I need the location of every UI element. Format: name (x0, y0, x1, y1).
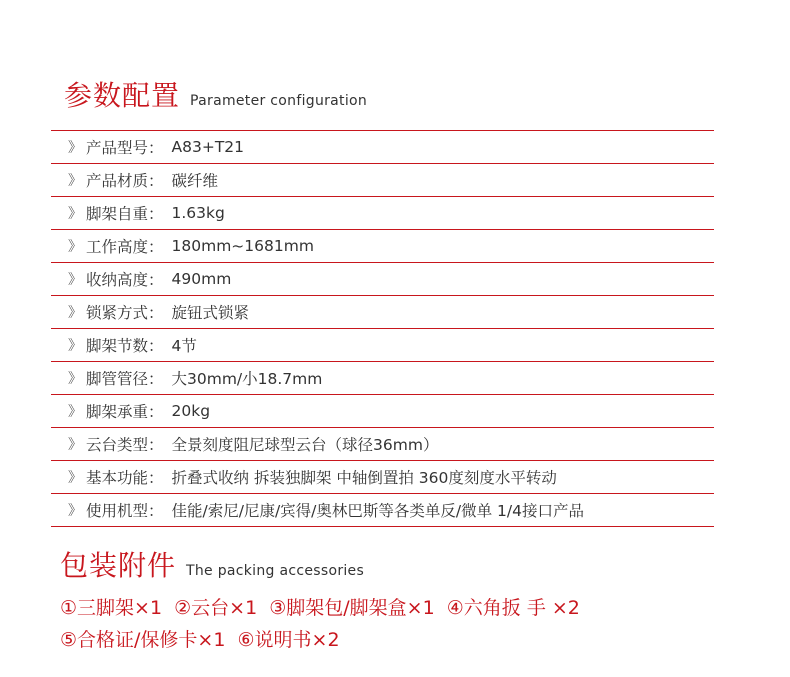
param-value: 大30mm/小18.7mm (171, 370, 323, 388)
param-value: 全景刻度阻尼球型云台（球径36mm） (171, 436, 439, 454)
row-marker: 》 (68, 239, 82, 255)
param-label: 脚架承重： (86, 403, 164, 421)
param-value: 4节 (171, 337, 197, 355)
param-row (51, 131, 714, 164)
accessories-list (60, 592, 760, 656)
parameter-table (51, 130, 714, 527)
param-value: 1.63kg (171, 204, 225, 222)
param-label: 脚管管径： (86, 370, 164, 388)
param-row (51, 164, 714, 197)
accessories-section-header (60, 544, 364, 584)
param-row (51, 461, 714, 494)
row-marker: 》 (68, 338, 82, 354)
row-marker: 》 (68, 470, 82, 486)
row-marker: 》 (68, 206, 82, 222)
param-row (51, 395, 714, 428)
param-value: 折叠式收纳 拆装独脚架 中轴倒置拍 360度刻度水平转动 (171, 469, 557, 487)
row-marker: 》 (68, 173, 82, 189)
param-row (51, 197, 714, 230)
param-label: 锁紧方式： (86, 304, 164, 322)
row-marker: 》 (68, 437, 82, 453)
param-row (51, 296, 714, 329)
param-label: 基本功能： (86, 469, 164, 487)
accessories-section-subtitle: The packing accessories (186, 563, 365, 579)
param-label: 产品材质： (86, 172, 164, 190)
param-value: A83+T21 (171, 138, 245, 156)
row-marker: 》 (68, 371, 82, 387)
param-label: 产品型号： (86, 139, 164, 157)
param-value: 碳纤维 (171, 172, 219, 190)
params-section-header (64, 74, 367, 114)
param-row (51, 329, 714, 362)
param-label: 脚架节数： (86, 337, 164, 355)
params-section-title: 参数配置 (64, 79, 181, 112)
param-label: 收纳高度： (86, 271, 164, 289)
row-marker: 》 (68, 404, 82, 420)
row-marker: 》 (68, 140, 82, 156)
row-marker: 》 (68, 305, 82, 321)
param-row (51, 362, 714, 395)
param-value: 旋钮式锁紧 (171, 304, 250, 322)
param-row (51, 263, 714, 296)
param-row (51, 230, 714, 263)
param-value: 490mm (171, 270, 232, 288)
param-value: 20kg (171, 402, 211, 420)
accessories-line: ⑤合格证/保修卡×1 ⑥说明书×2 (60, 629, 340, 651)
param-value: 180mm~1681mm (171, 237, 314, 255)
accessories-section-title: 包装附件 (60, 549, 177, 582)
params-section-subtitle: Parameter configuration (190, 93, 368, 109)
row-marker: 》 (68, 503, 82, 519)
row-marker: 》 (68, 272, 82, 288)
param-label: 工作高度： (86, 238, 164, 256)
accessories-line: ①三脚架×1 ②云台×1 ③脚架包/脚架盒×1 ④六角扳 手 ×2 (60, 597, 580, 619)
param-value: 佳能/索尼/尼康/宾得/奥林巴斯等各类单反/微单 1/4接口产品 (171, 502, 585, 520)
param-label: 使用机型： (86, 502, 164, 520)
param-row (51, 428, 714, 461)
param-label: 云台类型： (86, 436, 164, 454)
param-row (51, 494, 714, 527)
param-label: 脚架自重： (86, 205, 164, 223)
